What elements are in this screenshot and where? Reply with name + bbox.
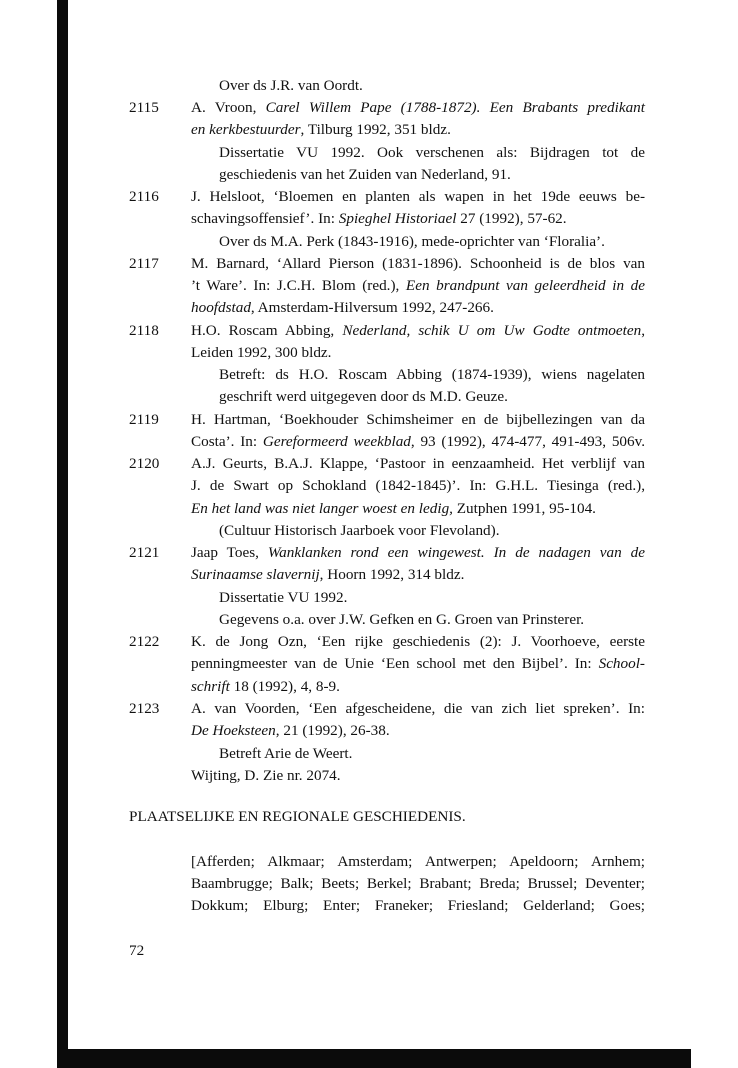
entry-note: Dissertatie VU 1992. Ook verschenen als: Bijdragen tot de [219, 144, 645, 161]
scan-border-bottom [57, 1049, 691, 1068]
places-list-line: Baambrugge; Balk; Beets; Berkel; Brabant; Breda; Brussel; Deventer; [191, 875, 645, 892]
entry-line: H.O. Roscam Abbing, Nederland, schik U om Uw Godte ontmoeten, [191, 322, 645, 339]
intro-note: Over ds J.R. van Oordt. [219, 77, 363, 94]
entry-note: Over ds M.A. Perk (1843-1916), mede-oprichter van ‘Floralia’. [219, 233, 605, 250]
entry-line: Surinaamse slavernij, Hoorn 1992, 314 bldz. [191, 566, 465, 583]
entry-line: schrift 18 (1992), 4, 8-9. [191, 678, 340, 695]
scan-border-left [57, 0, 68, 1068]
entry-line: De Hoeksteen, 21 (1992), 26-38. [191, 722, 390, 739]
entry-line: M. Barnard, ‘Allard Pierson (1831-1896). Schoonheid is de blos van [191, 255, 645, 272]
entry-note: Dissertatie VU 1992. [219, 589, 348, 606]
places-list-line: [Afferden; Alkmaar; Amsterdam; Antwerpen; Apeldoorn; Arnhem; [191, 853, 645, 870]
entry-number: 2121 [129, 544, 160, 561]
entry-line: ’t Ware’. In: J.C.H. Blom (red.), Een brandpunt van geleerdheid in de [191, 277, 645, 294]
entry-line: schavingsoffensief’. In: Spieghel Historiael 27 (1992), 57-62. [191, 210, 567, 227]
entry-line: A.J. Geurts, B.A.J. Klappe, ‘Pastoor in eenzaamheid. Het verblijf van [191, 455, 645, 472]
entry-line: Leiden 1992, 300 bldz. [191, 344, 332, 361]
entry-number: 2123 [129, 700, 160, 717]
entry-line: hoofdstad, Amsterdam-Hilversum 1992, 247-266. [191, 299, 494, 316]
entry-line: En het land was niet langer woest en ledig, Zutphen 1991, 95-104. [191, 500, 596, 517]
entry-number: 2119 [129, 411, 159, 428]
entry-line: Costa’. In: Gereformeerd weekblad, 93 (1992), 474-477, 491-493, 506v. [191, 433, 645, 450]
entry-line: J. Helsloot, ‘Bloemen en planten als wapen in het 19de eeuws be- [191, 188, 645, 205]
entry-line: en kerkbestuurder, Tilburg 1992, 351 bldz. [191, 121, 451, 138]
entry-number: 2115 [129, 99, 159, 116]
entry-note: geschrift werd uitgegeven door ds M.D. Geuze. [219, 388, 508, 405]
entry-number: 2122 [129, 633, 160, 650]
entry-number: 2120 [129, 455, 160, 472]
entry-note: Gegevens o.a. over J.W. Gefken en G. Groen van Prinsterer. [219, 611, 585, 628]
entry-note: Betreft: ds H.O. Roscam Abbing (1874-1939), wiens nagelaten [219, 366, 645, 383]
entry-note: geschiedenis van het Zuiden van Nederland, 91. [219, 166, 511, 183]
entry-note: (Cultuur Historisch Jaarboek voor Flevoland). [219, 522, 500, 539]
entry-line: penningmeester van de Unie ‘Een school met den Bijbel’. In: School- [191, 655, 645, 672]
entry-number: 2116 [129, 188, 159, 205]
entry-number: 2118 [129, 322, 159, 339]
entry-line: K. de Jong Ozn, ‘Een rijke geschiedenis (2): J. Voorhoeve, eerste [191, 633, 645, 650]
entry-line: H. Hartman, ‘Boekhouder Schimsheimer en de bijbellezingen van da [191, 411, 645, 428]
entry-line: A. Vroon, Carel Willem Pape (1788-1872). Een Brabants predikant [191, 99, 645, 116]
entry-line: Jaap Toes, Wanklanken rond een wingewest. In de nadagen van de [191, 544, 645, 561]
section-heading: PLAATSELIJKE EN REGIONALE GESCHIEDENIS. [129, 808, 466, 825]
see-also-reference: Wijting, D. Zie nr. 2074. [191, 767, 341, 784]
entry-note: Betreft Arie de Weert. [219, 745, 353, 762]
entry-line: J. de Swart op Schokland (1842-1845)’. In: G.H.L. Tiesinga (red.), [191, 477, 645, 494]
places-list-line: Dokkum; Elburg; Enter; Franeker; Friesland; Gelderland; Goes; [191, 897, 645, 914]
page-number: 72 [129, 942, 145, 959]
entry-number: 2117 [129, 255, 159, 272]
entry-line: A. van Voorden, ‘Een afgescheidene, die van zich liet spreken’. In: [191, 700, 645, 717]
